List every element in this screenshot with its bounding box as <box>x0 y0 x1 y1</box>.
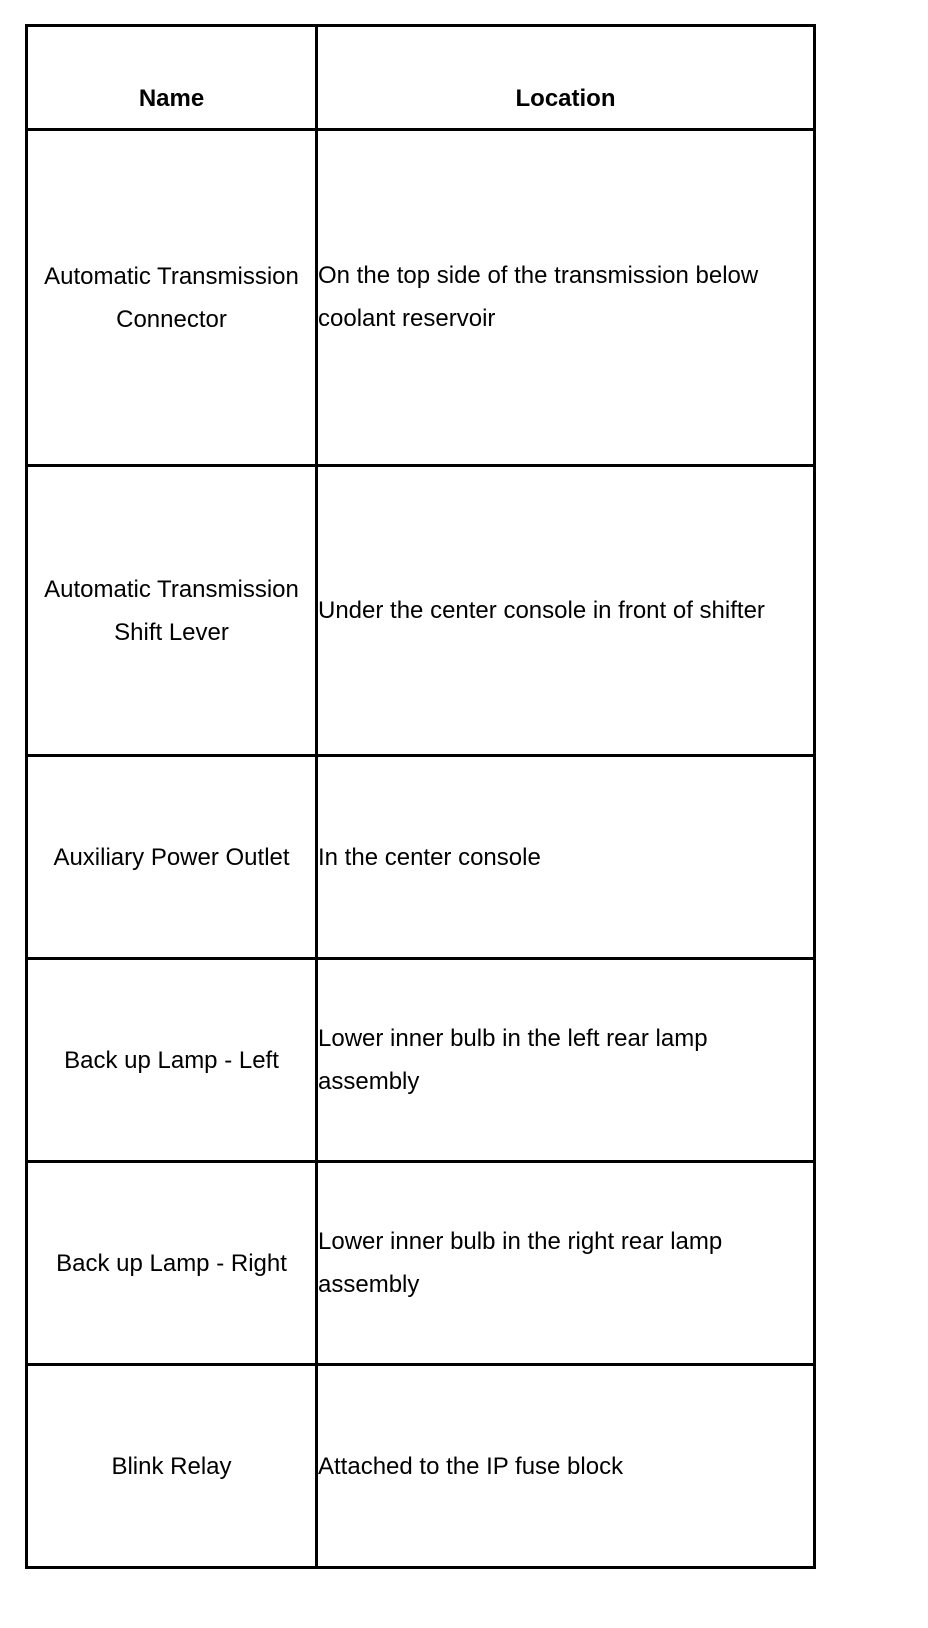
component-name-cell: Blink Relay <box>27 1365 317 1568</box>
table-row <box>27 756 815 959</box>
component-location-cell: Attached to the IP fuse block <box>317 1365 815 1568</box>
table-row <box>27 466 815 756</box>
table-row <box>27 959 815 1162</box>
component-location-cell: Lower inner bulb in the right rear lamp assembly <box>317 1162 815 1365</box>
table-row <box>27 130 815 466</box>
name-column-header: Name <box>27 26 317 130</box>
component-name-cell: Automatic Transmission Connector <box>27 130 317 466</box>
table-header-row <box>27 26 815 130</box>
component-name-cell: Back up Lamp - Left <box>27 959 317 1162</box>
component-name-cell: Back up Lamp - Right <box>27 1162 317 1365</box>
table-row <box>27 1365 815 1568</box>
component-location-cell: In the center console <box>317 756 815 959</box>
component-location-cell: On the top side of the transmission below coolant reservoir <box>317 130 815 466</box>
component-location-cell: Under the center console in front of shifter <box>317 466 815 756</box>
component-name-cell: Automatic Transmission Shift Lever <box>27 466 317 756</box>
location-column-header: Location <box>317 26 815 130</box>
component-location-table <box>25 24 816 1569</box>
component-location-cell: Lower inner bulb in the left rear lamp assembly <box>317 959 815 1162</box>
component-name-cell: Auxiliary Power Outlet <box>27 756 317 959</box>
table-row <box>27 1162 815 1365</box>
